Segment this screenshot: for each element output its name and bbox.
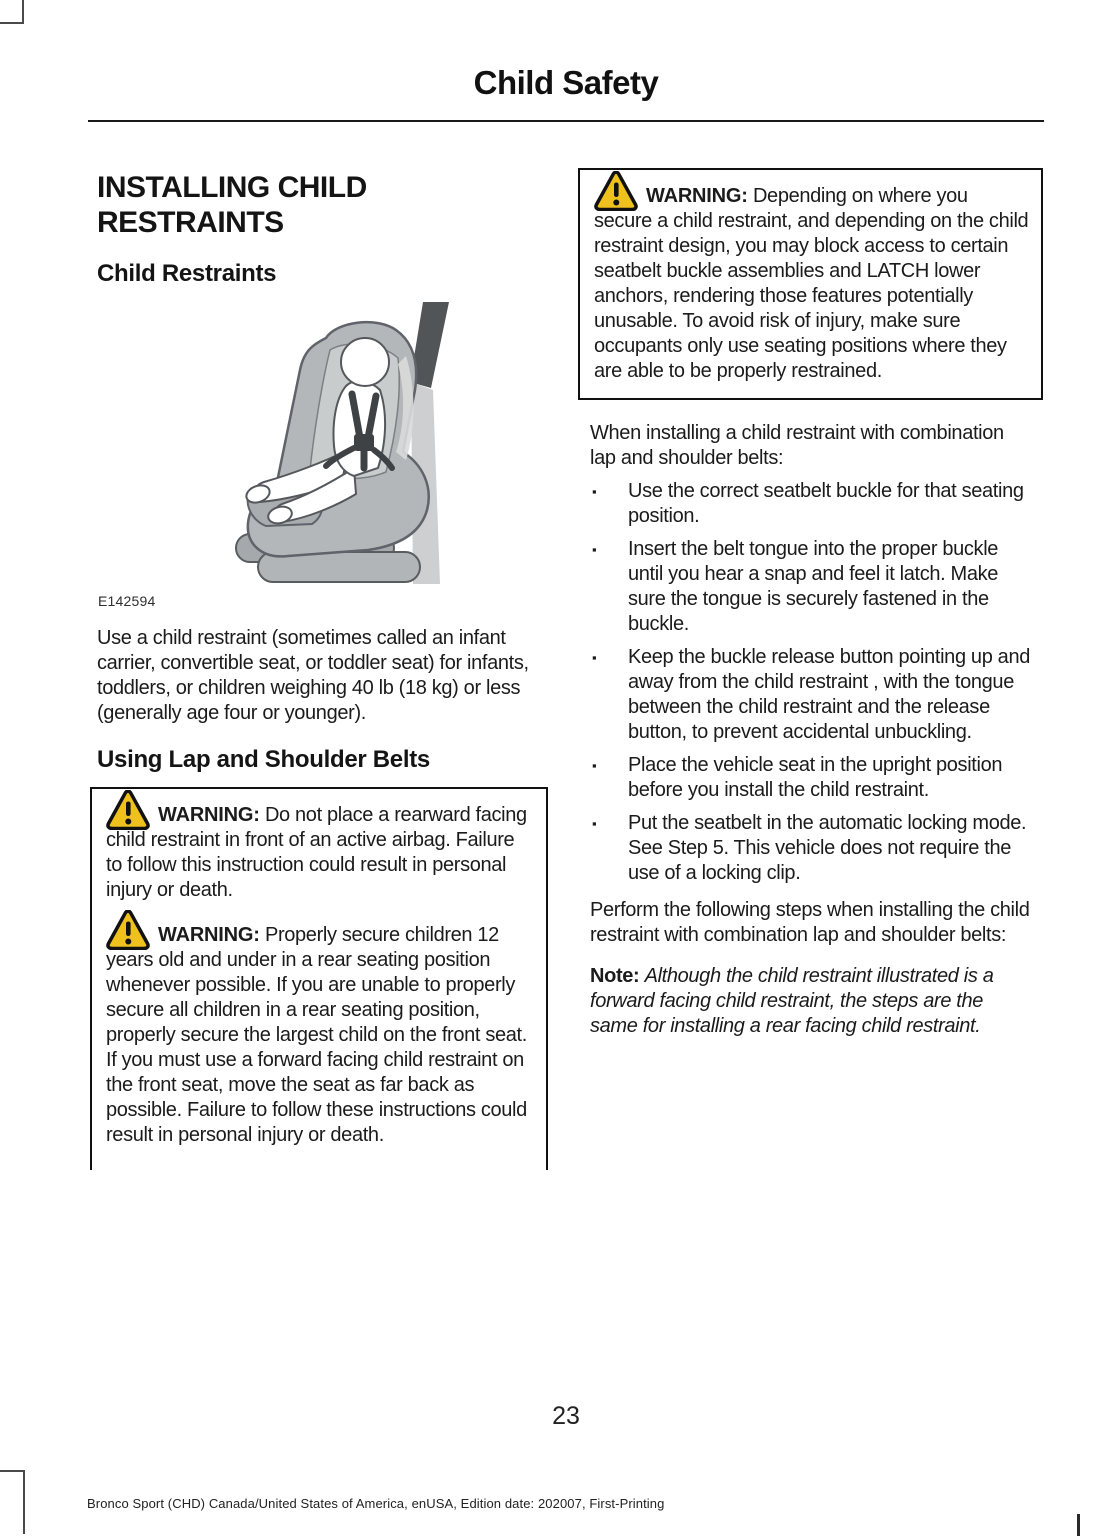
crop-mark-top-left: [22, 0, 24, 24]
instruction-list: [578, 479, 1043, 886]
figure-code: E142594: [98, 593, 156, 609]
sub-heading-child-restraints: Child Restraints: [97, 260, 277, 287]
bullet-icon: ▪: [592, 542, 597, 557]
crop-mark-bottom-right: [1077, 1514, 1080, 1536]
warning-item: [594, 184, 1029, 384]
list-item: ▪ Place the vehicle seat in the upright position before you install the child restraint.: [592, 754, 1003, 801]
warning-item: [106, 803, 534, 903]
bullet-icon: ▪: [592, 484, 597, 499]
warning-triangle-icon: [106, 923, 158, 947]
bullet-icon: ▪: [592, 816, 597, 831]
paragraph: Perform the following steps when installing the child restraint with combination lap and shoulder belts:: [590, 899, 1030, 946]
left-column: [90, 170, 548, 1170]
warning-box: [90, 787, 548, 1170]
list-item: ▪ Insert the belt tongue into the proper buckle until you hear a snap and feel it latch. Make sure the tongue is securely fastened in the buckle.: [592, 538, 999, 635]
list-item: ▪ Keep the buckle release button pointing up and away from the child restraint , with the tongue between the child restraint and the release button, to prevent accidental unbuckling.: [592, 646, 1030, 743]
warning-text: Do not place a rearward facing child restraint in front of an active airbag. Failure to follow this instruction could result in personal injury or death.: [106, 804, 527, 901]
warning-box: [578, 168, 1043, 400]
note-text: Although the child restraint illustrated is a forward facing child restraint, the steps are the same for installing a rear facing child restraint.: [590, 965, 994, 1037]
child-seat-figure: [90, 302, 548, 609]
footer-text: Bronco Sport (CHD) Canada/United States of America, enUSA, Edition date: 202007, First-Printing: [87, 1496, 665, 1511]
section-heading: INSTALLING CHILD RESTRAINTS: [97, 171, 367, 239]
header-rule: [88, 120, 1044, 122]
paragraph: When installing a child restraint with combination lap and shoulder belts:: [590, 422, 1004, 469]
warning-text: Depending on where you secure a child restraint, and depending on the child restraint design, you may block access to certain seatbelt buckle assemblies and LATCH lower anchors, rendering those features potentially unusable. To avoid risk of injury, make sure occupants only use seating positions where they are able to be properly restrained.: [594, 185, 1029, 382]
warning-text: Properly secure children 12 years old and under in a rear seating position whenever possible. If you are unable to properly secure all children in a rear seating position, properly secure the largest child on the front seat. If you must use a forward facing child restraint on the front seat, move the seat as far back as possible. Failure to follow these instructions could result in personal injury or death.: [106, 924, 527, 1146]
sub-heading-lap-shoulder-belts: Using Lap and Shoulder Belts: [97, 746, 430, 773]
list-item: ▪ Use the correct seatbelt buckle for that seating position.: [592, 480, 1024, 527]
crop-mark-bottom-left: [23, 1470, 25, 1534]
warning-label: WARNING:: [158, 924, 260, 946]
warning-label: WARNING:: [646, 185, 748, 207]
page-title: Child Safety: [473, 64, 659, 101]
bullet-icon: ▪: [592, 758, 597, 773]
bullet-icon: ▪: [592, 650, 597, 665]
crop-mark-top-left: [0, 22, 24, 24]
right-column: [578, 168, 1043, 1039]
warning-triangle-icon: [106, 803, 158, 827]
warning-label: WARNING:: [158, 804, 260, 826]
paragraph: Use a child restraint (sometimes called an infant carrier, convertible seat, or toddler seat) for infants, toddlers, or children weighing 40 lb (18 kg) or less (generally age four or younger).: [97, 627, 529, 724]
note-label: Note:: [590, 965, 640, 987]
page-number: 23: [552, 1402, 580, 1430]
warning-triangle-icon: [594, 184, 646, 208]
child-seat-illustration: [230, 302, 470, 587]
warning-item: [106, 923, 534, 1148]
note: [590, 964, 1035, 1039]
list-item: ▪ Put the seatbelt in the automatic locking mode. See Step 5. This vehicle does not require the use of a locking clip.: [592, 812, 1027, 884]
crop-mark-bottom-left: [0, 1470, 24, 1472]
